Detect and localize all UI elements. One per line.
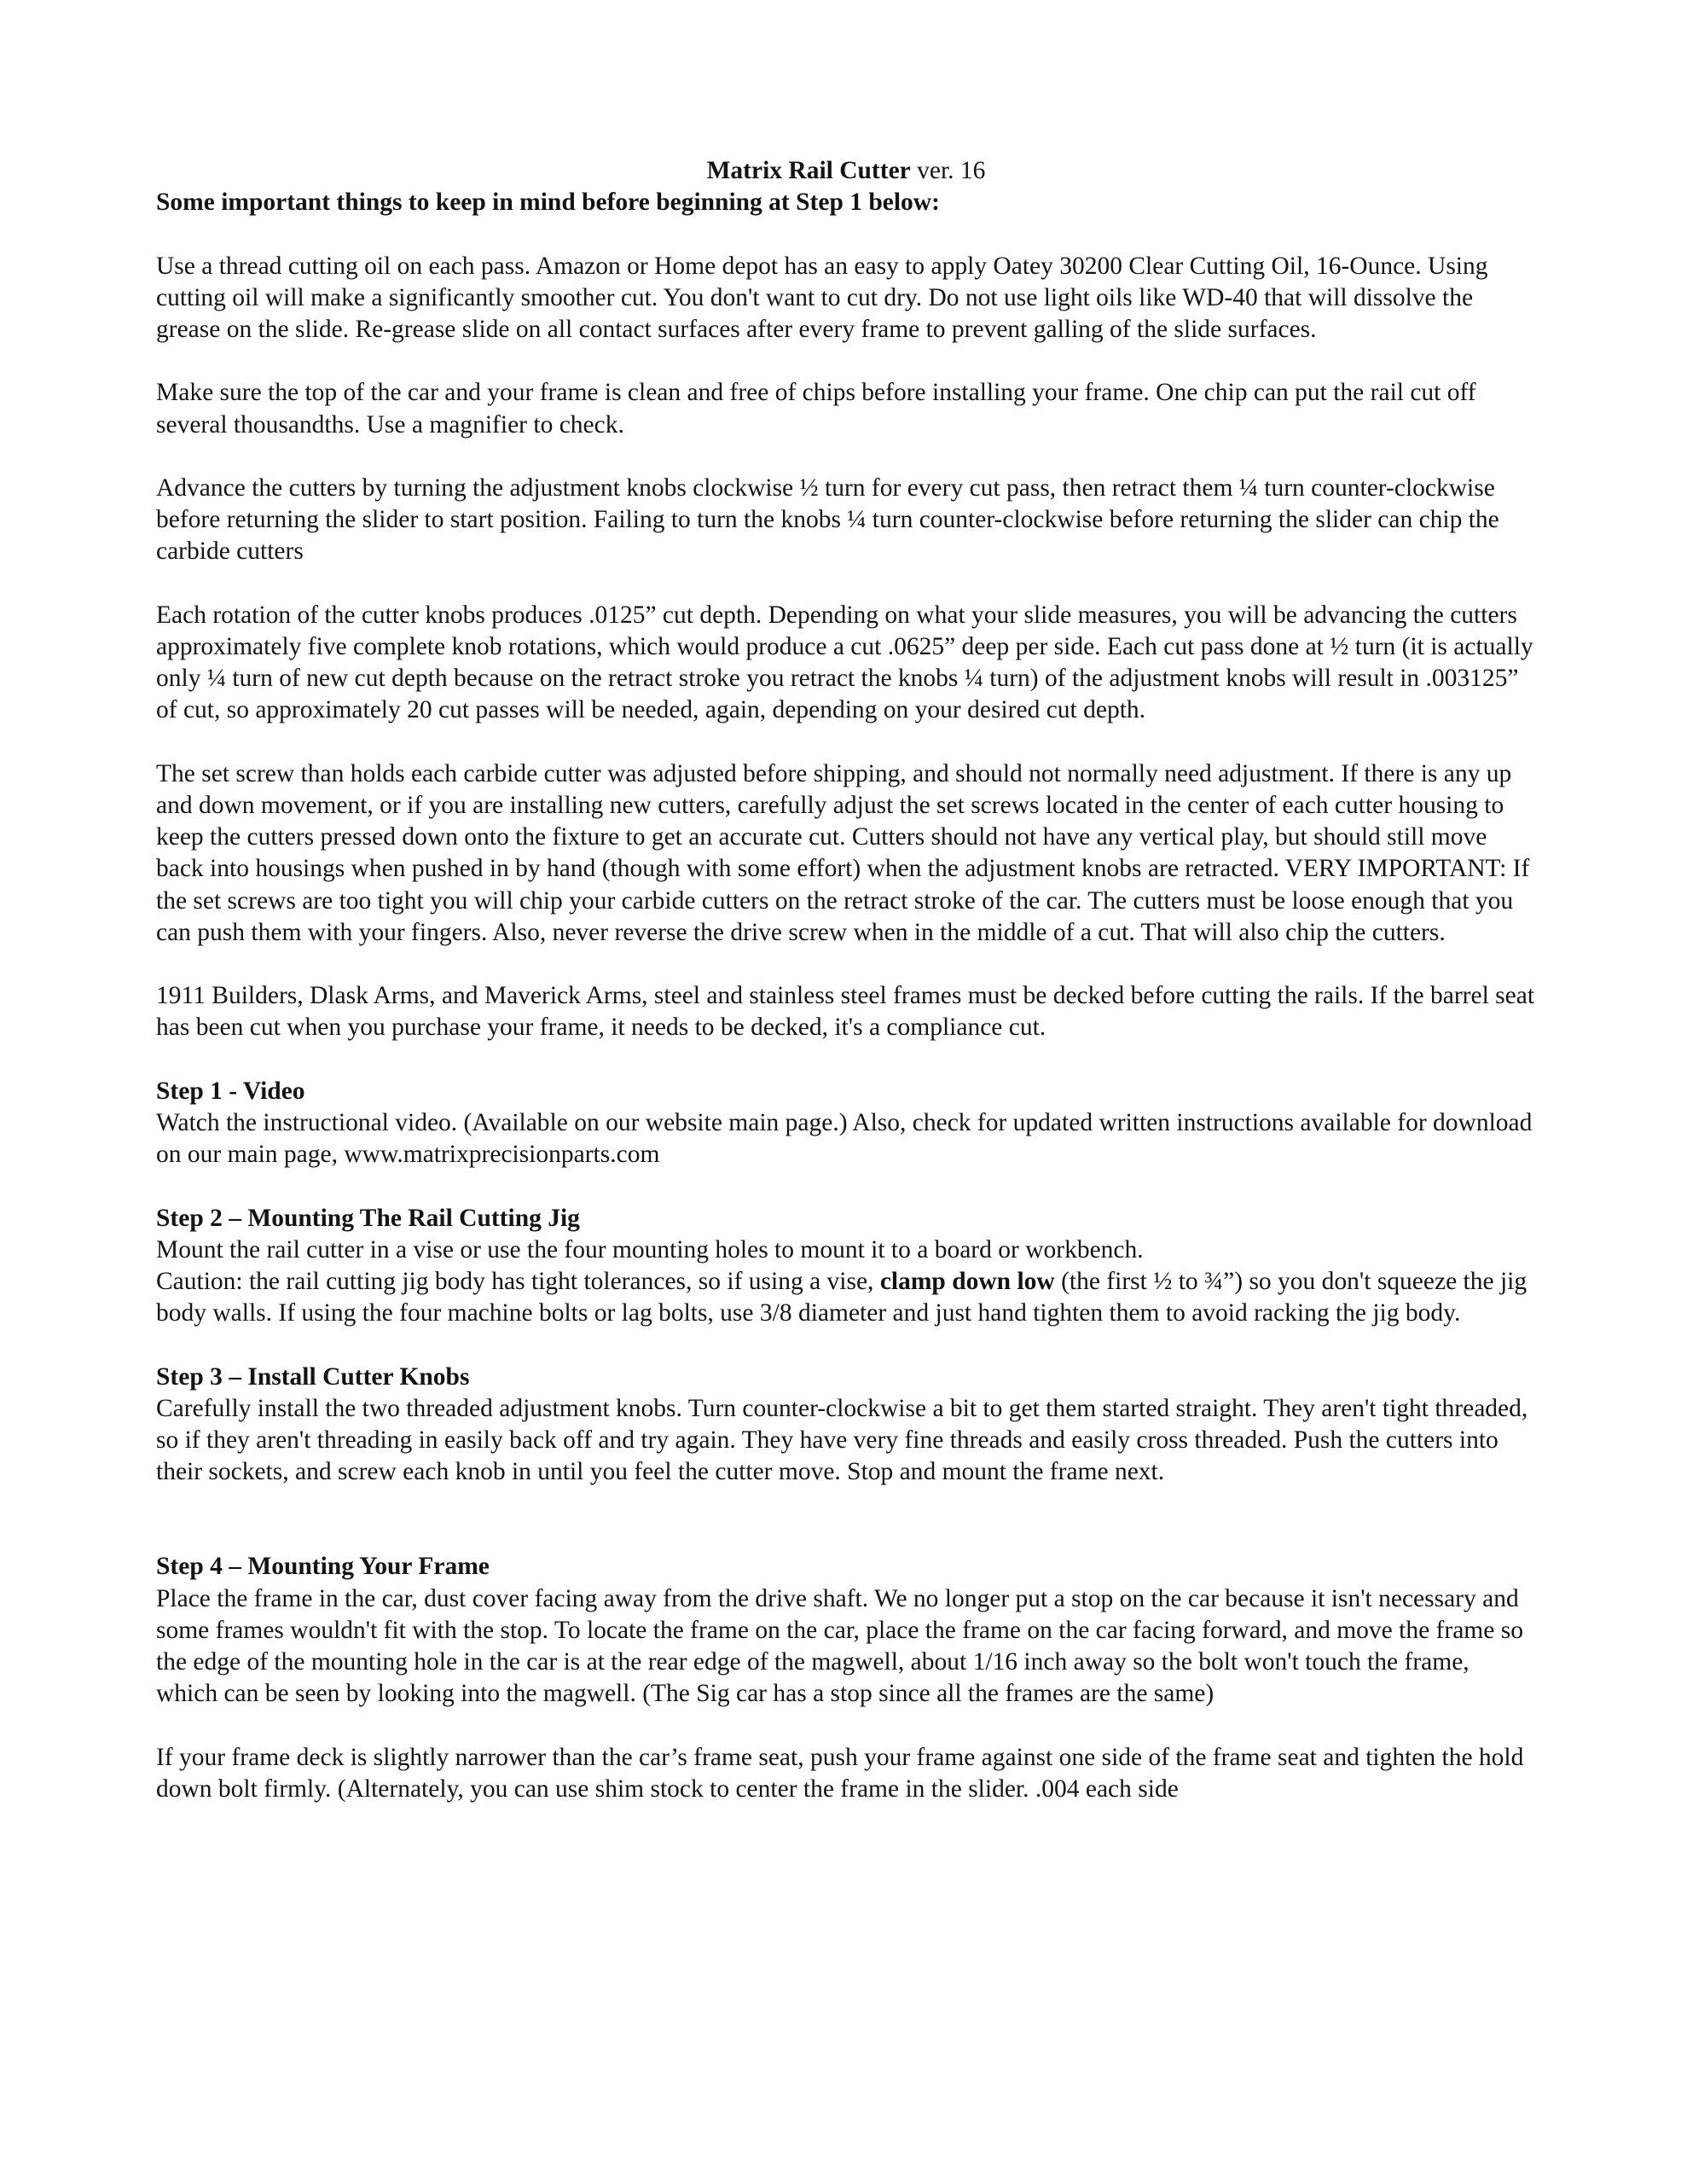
step-1-heading: Step 1 - Video	[156, 1077, 305, 1105]
step-4-text: Place the frame in the car, dust cover facing away from the drive shaft. We no longer put a stop on the car because it isn't necessary and some frames wouldn't fit with the stop. To locate the frame on the car, place the frame on the car facing forward, and move the frame so the edge of the mounting hole in the car is at the rear edge of the magwell, about 1/16 inch away so the bolt won't touch the frame, which can be seen by looking into the magwell. (The Sig car has a stop since all the frames are the same)	[156, 1584, 1523, 1708]
paragraph-cut-depth: Each rotation of the cutter knobs produces .0125” cut depth. Depending on what your slide measures, you will be advancing the cutters approximately five complete knob rotations, which would produce a cut .0625” deep per side. Each cut pass done at ½ turn (it is actually only ¼ turn of new cut depth because on the retract stroke you retract the knobs ¼ turn) of the adjustment knobs will result in .003125” of cut, so approximately 20 cut passes will be needed, again, depending on your desired cut depth.	[156, 601, 1533, 724]
step-4-section	[156, 1551, 1536, 1805]
caution-bold-text: clamp down low	[879, 1267, 1055, 1295]
paragraph-advance-cutters: Advance the cutters by turning the adjustment knobs clockwise ½ turn for every cut pass, then retract them ¼ turn counter-clockwise before returning the slider to start position. Failing to turn the knobs ¼ turn counter-clockwise before returning the slider can chip the carbide cutters	[156, 473, 1499, 566]
paragraph-cutting-oil: Use a thread cutting oil on each pass. Amazon or Home depot has an easy to apply Oatey 30200 Clear Cutting Oil, 16-Ounce. Using cutting oil will make a significantly smoother cut. You don't want to cut dry. Do not use light oils like WD-40 that will dissolve the grease on the slide. Re-grease slide on all contact surfaces after every frame to prevent galling of the slide surfaces.	[156, 252, 1488, 343]
paragraph-decking: 1911 Builders, Dlask Arms, and Maverick Arms, steel and stainless steel frames must be decked before cutting the rails. If the barrel seat has been cut when you purchase your frame, it needs to be decked, it's a compliance cut.	[156, 982, 1535, 1042]
step-2-heading: Step 2 – Mounting The Rail Cutting Jig	[156, 1204, 580, 1232]
title-bold: Matrix Rail Cutter	[706, 157, 911, 184]
step-3-heading: Step 3 – Install Cutter Knobs	[156, 1362, 470, 1391]
document-title	[156, 155, 1536, 187]
step-3-text: Carefully install the two threaded adjustment knobs. Turn counter-clockwise a bit to get them started straight. They aren't tight threaded, so if they aren't threading in easily back off and try again. They have very fine threads and easily cross threaded. Push the cutters into their sockets, and screw each knob in until you feel the cutter move. Stop and mount the frame next.	[156, 1394, 1528, 1486]
paragraph-clean-frame: Make sure the top of the car and your frame is clean and free of chips before installing your frame. One chip can put the rail cut off several thousandths. Use a magnifier to check.	[156, 379, 1476, 439]
caution-text-before: Caution: the rail cutting jig body has tight tolerances, so if using a vise,	[156, 1267, 880, 1295]
document-subtitle: Some important things to keep in mind before beginning at Step 1 below:	[156, 189, 940, 217]
document-page	[156, 155, 1536, 1805]
step-3-section	[156, 1362, 1536, 1489]
step-2-caution	[156, 1266, 1536, 1329]
step-4-text-2: If your frame deck is slightly narrower than the car’s frame seat, push your frame against one side of the frame seat and tighten the hold down bolt firmly. (Alternately, you can use shim stock to center the frame in the slider. .004 each side	[156, 1743, 1524, 1803]
title-version: ver. 16	[910, 157, 986, 184]
paragraph-set-screw: The set screw than holds each carbide cutter was adjusted before shipping, and should not normally need adjustment. If there is any up and down movement, or if you are installing new cutters, carefully adjust the set screws located in the center of each cutter housing to keep the cutters pressed down onto the fixture to get an accurate cut. Cutters should not have any vertical play, but should still move back into housings when pushed in by hand (though with some effort) when the adjustment knobs are retracted. VERY IMPORTANT: If the set screws are too tight you will chip your carbide cutters on the retract stroke of the car. The cutters must be loose enough that you can push them with your fingers. Also, never reverse the drive screw when in the middle of a cut. That will also chip the cutters.	[156, 759, 1530, 946]
step-2-line1: Mount the rail cutter in a vise or use the four mounting holes to mount it to a board or workbench.	[156, 1235, 1144, 1263]
step-2-section	[156, 1203, 1536, 1330]
step-1-text: Watch the instructional video. (Available on our website main page.) Also, check for updated written instructions available for download on our main page, www.matrixprecisionparts.com	[156, 1108, 1533, 1169]
caution-text-after: (the first ½ to ¾”) so you don't squeeze the jig body walls. If using the four machine bolts or lag bolts, use 3/8 diameter and just hand tighten them to avoid racking the jig body.	[156, 1267, 1528, 1327]
step-1-section	[156, 1076, 1536, 1171]
step-4-heading: Step 4 – Mounting Your Frame	[156, 1553, 490, 1581]
